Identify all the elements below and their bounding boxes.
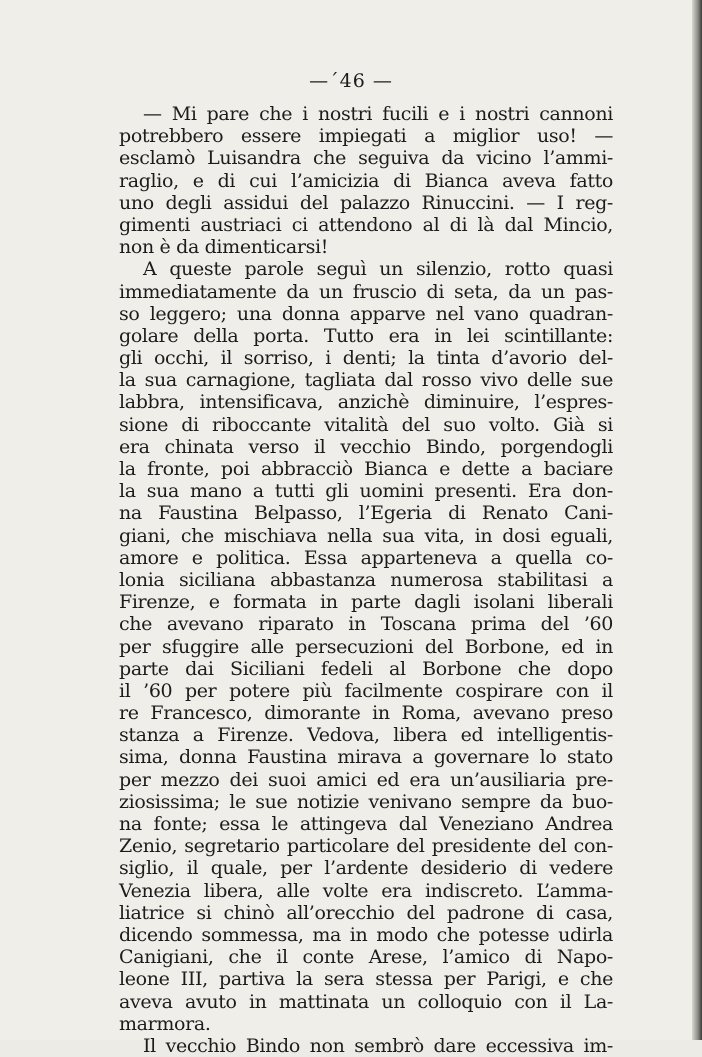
text-line: Canigiani, che il conte Arese, l’amico di Napo- (119, 946, 613, 969)
body-text (119, 103, 613, 1057)
text-line: il ’60 per potere più facilmente cospirare con il (119, 679, 613, 702)
text-line: Zenio, segretario particolare del presidente del con- (119, 835, 613, 858)
text-line: potrebbero essere impiegati a miglior uso! — (119, 125, 613, 148)
text-line: — Mi pare che i nostri fucili e i nostri cannoni (143, 103, 613, 125)
text-line: siglio, il quale, per l’ardente desiderio di vedere (119, 857, 613, 880)
text-line: aveva avuto in mattinata un colloquio con il La- (119, 990, 613, 1013)
text-line: marmora. (119, 1012, 211, 1035)
text-line: per sfuggire alle persecuzioni del Borbone, ed in (119, 635, 613, 658)
text-line: golare della porta. Tutto era in lei scintillante: (119, 324, 613, 347)
text-line: A queste parole seguì un silenzio, rotto quasi (143, 258, 613, 281)
text-line: che avevano riparato in Toscana prima del ’60 (119, 613, 613, 636)
text-line: esclamò Luisandra che seguiva da vicino l’ammi- (119, 147, 613, 170)
text-line: liatrice si chinò all’orecchio del padrone di casa, (119, 901, 613, 924)
text-line: so leggero; una donna apparve nel vano quadran- (119, 302, 613, 325)
text-line: era chinata verso il vecchio Bindo, porgendogli (119, 435, 613, 458)
text-line: re Francesco, dimorante in Roma, avevano preso (119, 702, 613, 725)
text-line: la sua carnagione, tagliata dal rosso vivo delle sue (119, 369, 613, 392)
text-line: Firenze, e formata in parte dagli isolani liberali (119, 591, 613, 614)
text-line: na fonte; essa le attingeva dal Veneziano Andrea (119, 813, 613, 835)
text-line: amore e politica. Essa apparteneva a quella co- (119, 546, 613, 569)
page-binding-edge (692, 0, 702, 1040)
text-line: stanza a Firenze. Vedova, libera ed intelligentis- (119, 724, 613, 747)
text-line: non è da dimenticarsi! (119, 236, 329, 259)
text-line: Il vecchio Bindo non sembrò dare eccessiva im- (143, 1034, 613, 1057)
text-line: per mezzo dei suoi amici ed era un’ausiliaria pre- (119, 768, 613, 791)
text-line: na Faustina Belpasso, l’Egeria di Renato Cani- (119, 502, 613, 525)
paragraph (119, 103, 613, 258)
text-line: ziosissima; le sue notizie venivano sempre da buo- (119, 790, 613, 813)
text-line: raglio, e di cui l’amicizia di Bianca aveva fatto (119, 169, 613, 192)
text-line: giani, che mischiava nella sua vita, in dosi eguali, (119, 524, 613, 547)
text-line: labbra, intensificava, anzichè diminuire, l’espres- (119, 391, 613, 414)
paragraph (119, 258, 613, 1035)
text-line: la fronte, poi abbracciò Bianca e dette a baciare (119, 458, 613, 480)
text-line: uno degli assidui del palazzo Rinuccini. — I reg- (119, 191, 613, 214)
text-line: gimenti austriaci ci attendono al di là dal Mincio, (119, 213, 613, 236)
text-line: parte dai Siciliani fedeli al Borbone che dopo (119, 657, 613, 680)
text-line: sima, donna Faustina mirava a governare lo stato (119, 746, 613, 769)
text-line: lonia siciliana abbastanza numerosa stabilitasi a (119, 568, 613, 591)
text-line: gli occhi, il sorriso, i denti; la tinta d’avorio del- (119, 347, 613, 370)
text-line: leone III, partiva la sera stessa per Parigi, e che (119, 968, 613, 991)
text-line: Venezia libera, alle volte era indiscreto. L’amma- (119, 879, 613, 902)
text-line: immediatamente da un fruscio di seta, da un pas- (119, 280, 613, 303)
paragraph (119, 1035, 613, 1057)
text-line: la sua mano a tutti gli uomini presenti. Era don- (119, 480, 613, 503)
page-number: —´46 — (309, 70, 393, 92)
text-line: dicendo sommessa, ma in modo che potesse udirla (119, 923, 613, 946)
text-line: sione di riboccante vitalità del suo volto. Già si (119, 413, 613, 436)
